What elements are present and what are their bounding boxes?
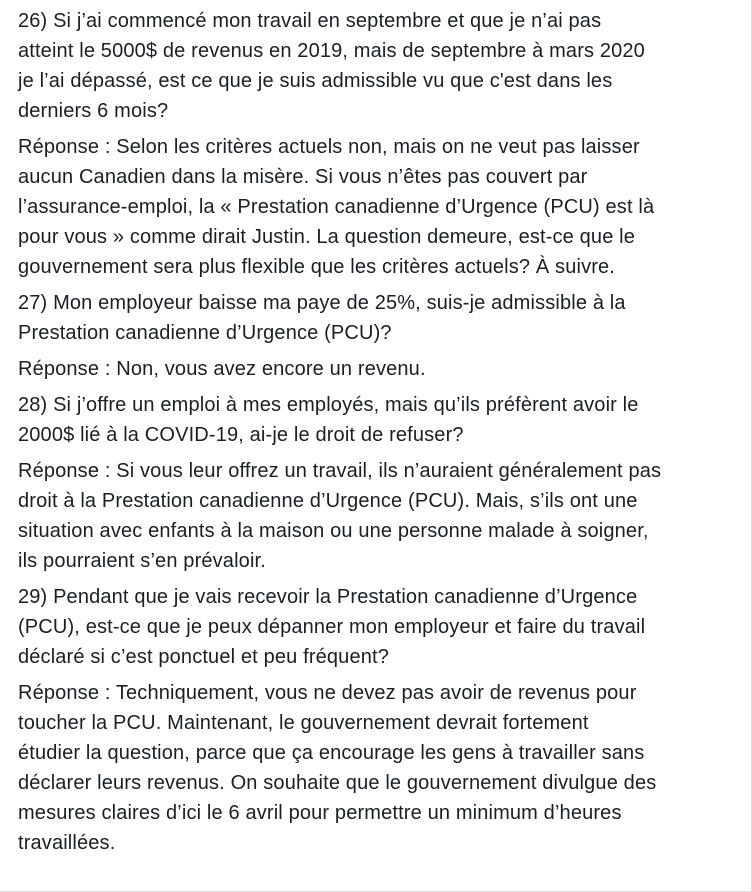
answer-29: Réponse : Techniquement, vous ne devez pas avoir de revenus pour toucher la PCU. Maintenant, le gouvernement devrait fortement étudier la question, parce que ça encourage les gens à travailler sans déclarer leurs revenus. On souhaite que le gouvernement divulgue des mesures claires d’ici le 6 avril pour permettre un minimum d’heures travaillées.: [18, 682, 657, 854]
answer-26: Réponse : Selon les critères actuels non, mais on ne veut pas laisser aucun Canadien dans la misère. Si vous n’êtes pas couvert par l’assurance-emploi, la « Prestation canadienne d’Urgence (PCU) est là pour vous » comme dirait Justin. La question demeure, est-ce que le gouvernement sera plus flexible que les critères actuels? À suivre.: [18, 136, 655, 278]
answer-28: Réponse : Si vous leur offrez un travail, ils n’auraient généralement pas droit à la Prestation canadienne d’Urgence (PCU). Mais, s’ils ont une situation avec enfants à la maison ou une personne malade à soigner, ils pourraient s’en prévaloir.: [18, 460, 662, 572]
question-27: 27) Mon employeur baisse ma paye de 25%, suis-je admissible à la Prestation canadienne d’Urgence (PCU)?: [18, 292, 626, 344]
question-28: 28) Si j’offre un emploi à mes employés, mais qu’ils préfèrent avoir le 2000$ lié à la COVID-19, ai-je le droit de refuser?: [18, 394, 639, 446]
answer-27: Réponse : Non, vous avez encore un revenu.: [18, 358, 426, 380]
question-26: 26) Si j’ai commencé mon travail en septembre et que je n’ai pas atteint le 5000$ de revenus en 2019, mais de septembre à mars 2020 je l’ai dépassé, est ce que je suis admissible vu que c'est dans les derniers 6 mois?: [18, 10, 645, 122]
question-29: 29) Pendant que je vais recevoir la Prestation canadienne d’Urgence (PCU), est-ce que je peux dépanner mon employeur et faire du travail déclaré si c’est ponctuel et peu fréquent?: [18, 586, 646, 668]
